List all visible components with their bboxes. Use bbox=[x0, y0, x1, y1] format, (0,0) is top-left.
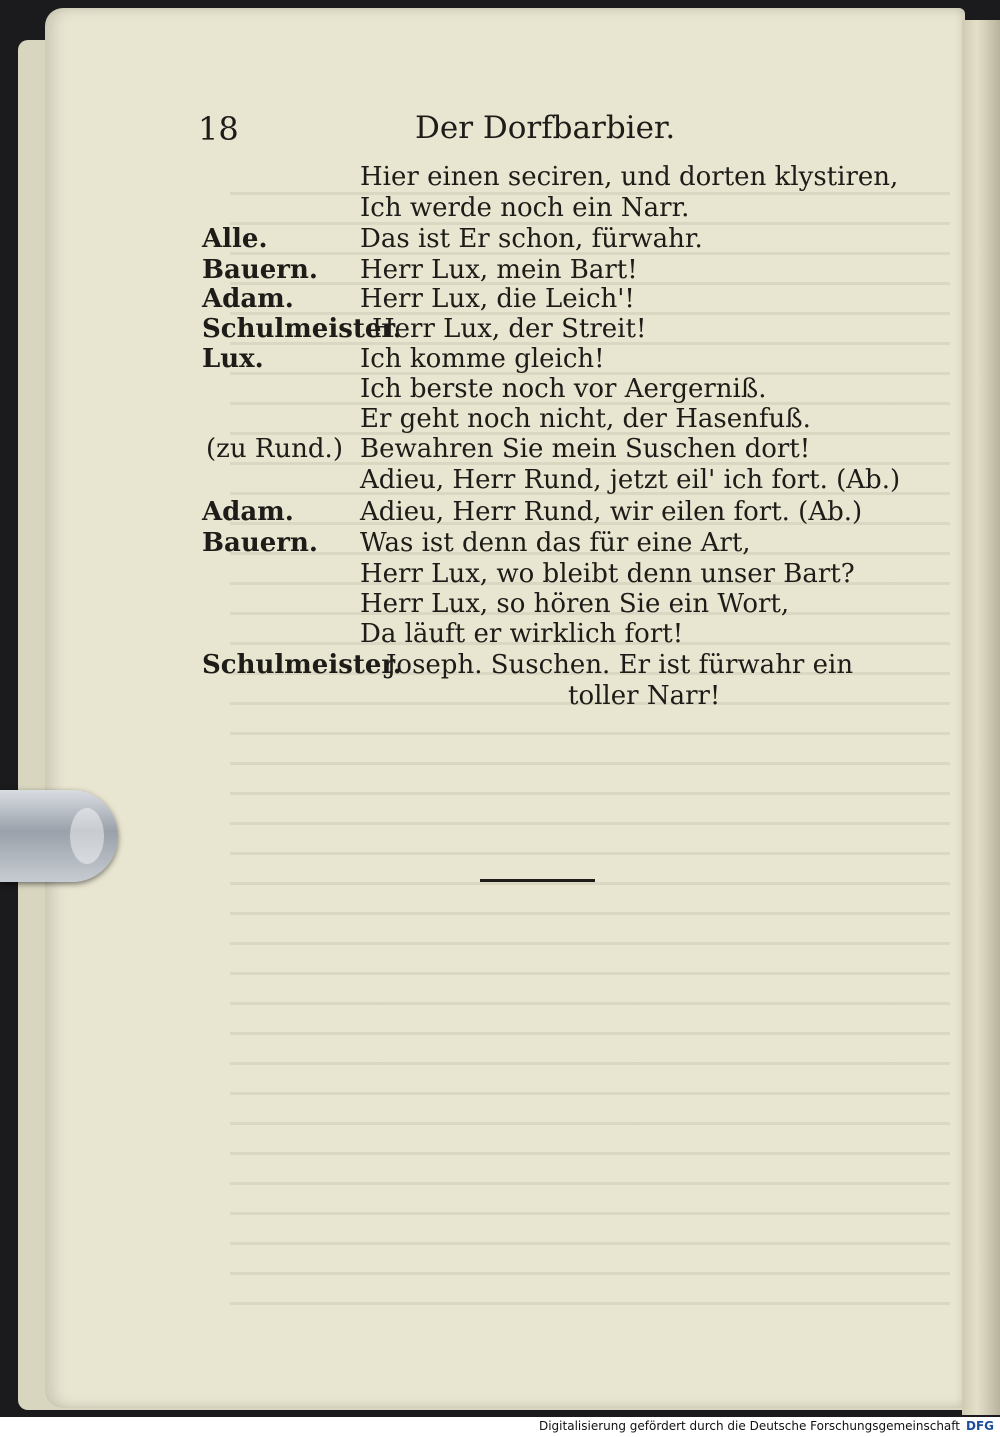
verse-text: Herr Lux, der Streit! bbox=[372, 314, 647, 344]
verse-text: Ich berste noch vor Aergerniß. bbox=[360, 374, 767, 404]
verse-text: Adieu, Herr Rund, wir eilen fort. (Ab.) bbox=[360, 497, 863, 527]
verse-text: Er geht noch nicht, der Hasenfuß. bbox=[360, 404, 811, 434]
speaker-label: Schulmeister. bbox=[202, 314, 402, 344]
verse-text: Was ist denn das für eine Art, bbox=[360, 528, 751, 558]
speaker-label: Bauern. bbox=[202, 255, 318, 285]
speaker-label: Adam. bbox=[202, 497, 294, 527]
speaker-label: Alle. bbox=[202, 224, 268, 254]
page-clip bbox=[0, 790, 118, 882]
dfg-logo: DFG bbox=[965, 1419, 994, 1433]
verse-text: Da läuft er wirklich fort! bbox=[360, 619, 684, 649]
verse-text: Adieu, Herr Rund, jetzt eil' ich fort. (Ab.) bbox=[360, 465, 901, 495]
verse-text: Ich komme gleich! bbox=[360, 344, 605, 374]
running-title: Der Dorfbarbier. bbox=[415, 110, 676, 146]
speaker-label: Bauern. bbox=[202, 528, 318, 558]
verse-text: Hier einen seciren, und dorten klystiren, bbox=[360, 162, 899, 192]
speaker-label: Adam. bbox=[202, 284, 294, 314]
verse-text: Ich werde noch ein Narr. bbox=[360, 193, 690, 223]
verse-text: Joseph. Suschen. Er ist fürwahr ein bbox=[386, 650, 854, 680]
page-number: 18 bbox=[198, 110, 239, 148]
verse-text: toller Narr! bbox=[568, 681, 721, 711]
verse-text: Bewahren Sie mein Suschen dort! bbox=[360, 434, 811, 464]
speaker-label: Schulmeister. bbox=[202, 650, 402, 680]
verse-text: Herr Lux, wo bleibt denn unser Bart? bbox=[360, 559, 855, 589]
digitization-credit: Digitalisierung gefördert durch die Deutsche Forschungsgemeinschaft bbox=[538, 1419, 960, 1433]
page-edge bbox=[962, 20, 1000, 1415]
verse-text: Herr Lux, die Leich'! bbox=[360, 284, 635, 314]
stage-direction: (zu Rund.) bbox=[206, 434, 343, 464]
speaker-label: Lux. bbox=[202, 344, 264, 374]
verse-text: Herr Lux, so hören Sie ein Wort, bbox=[360, 589, 790, 619]
verse-text: Das ist Er schon, fürwahr. bbox=[360, 224, 703, 254]
section-divider bbox=[480, 879, 595, 882]
verse-text: Herr Lux, mein Bart! bbox=[360, 255, 638, 285]
footer-bar bbox=[0, 1417, 1000, 1437]
